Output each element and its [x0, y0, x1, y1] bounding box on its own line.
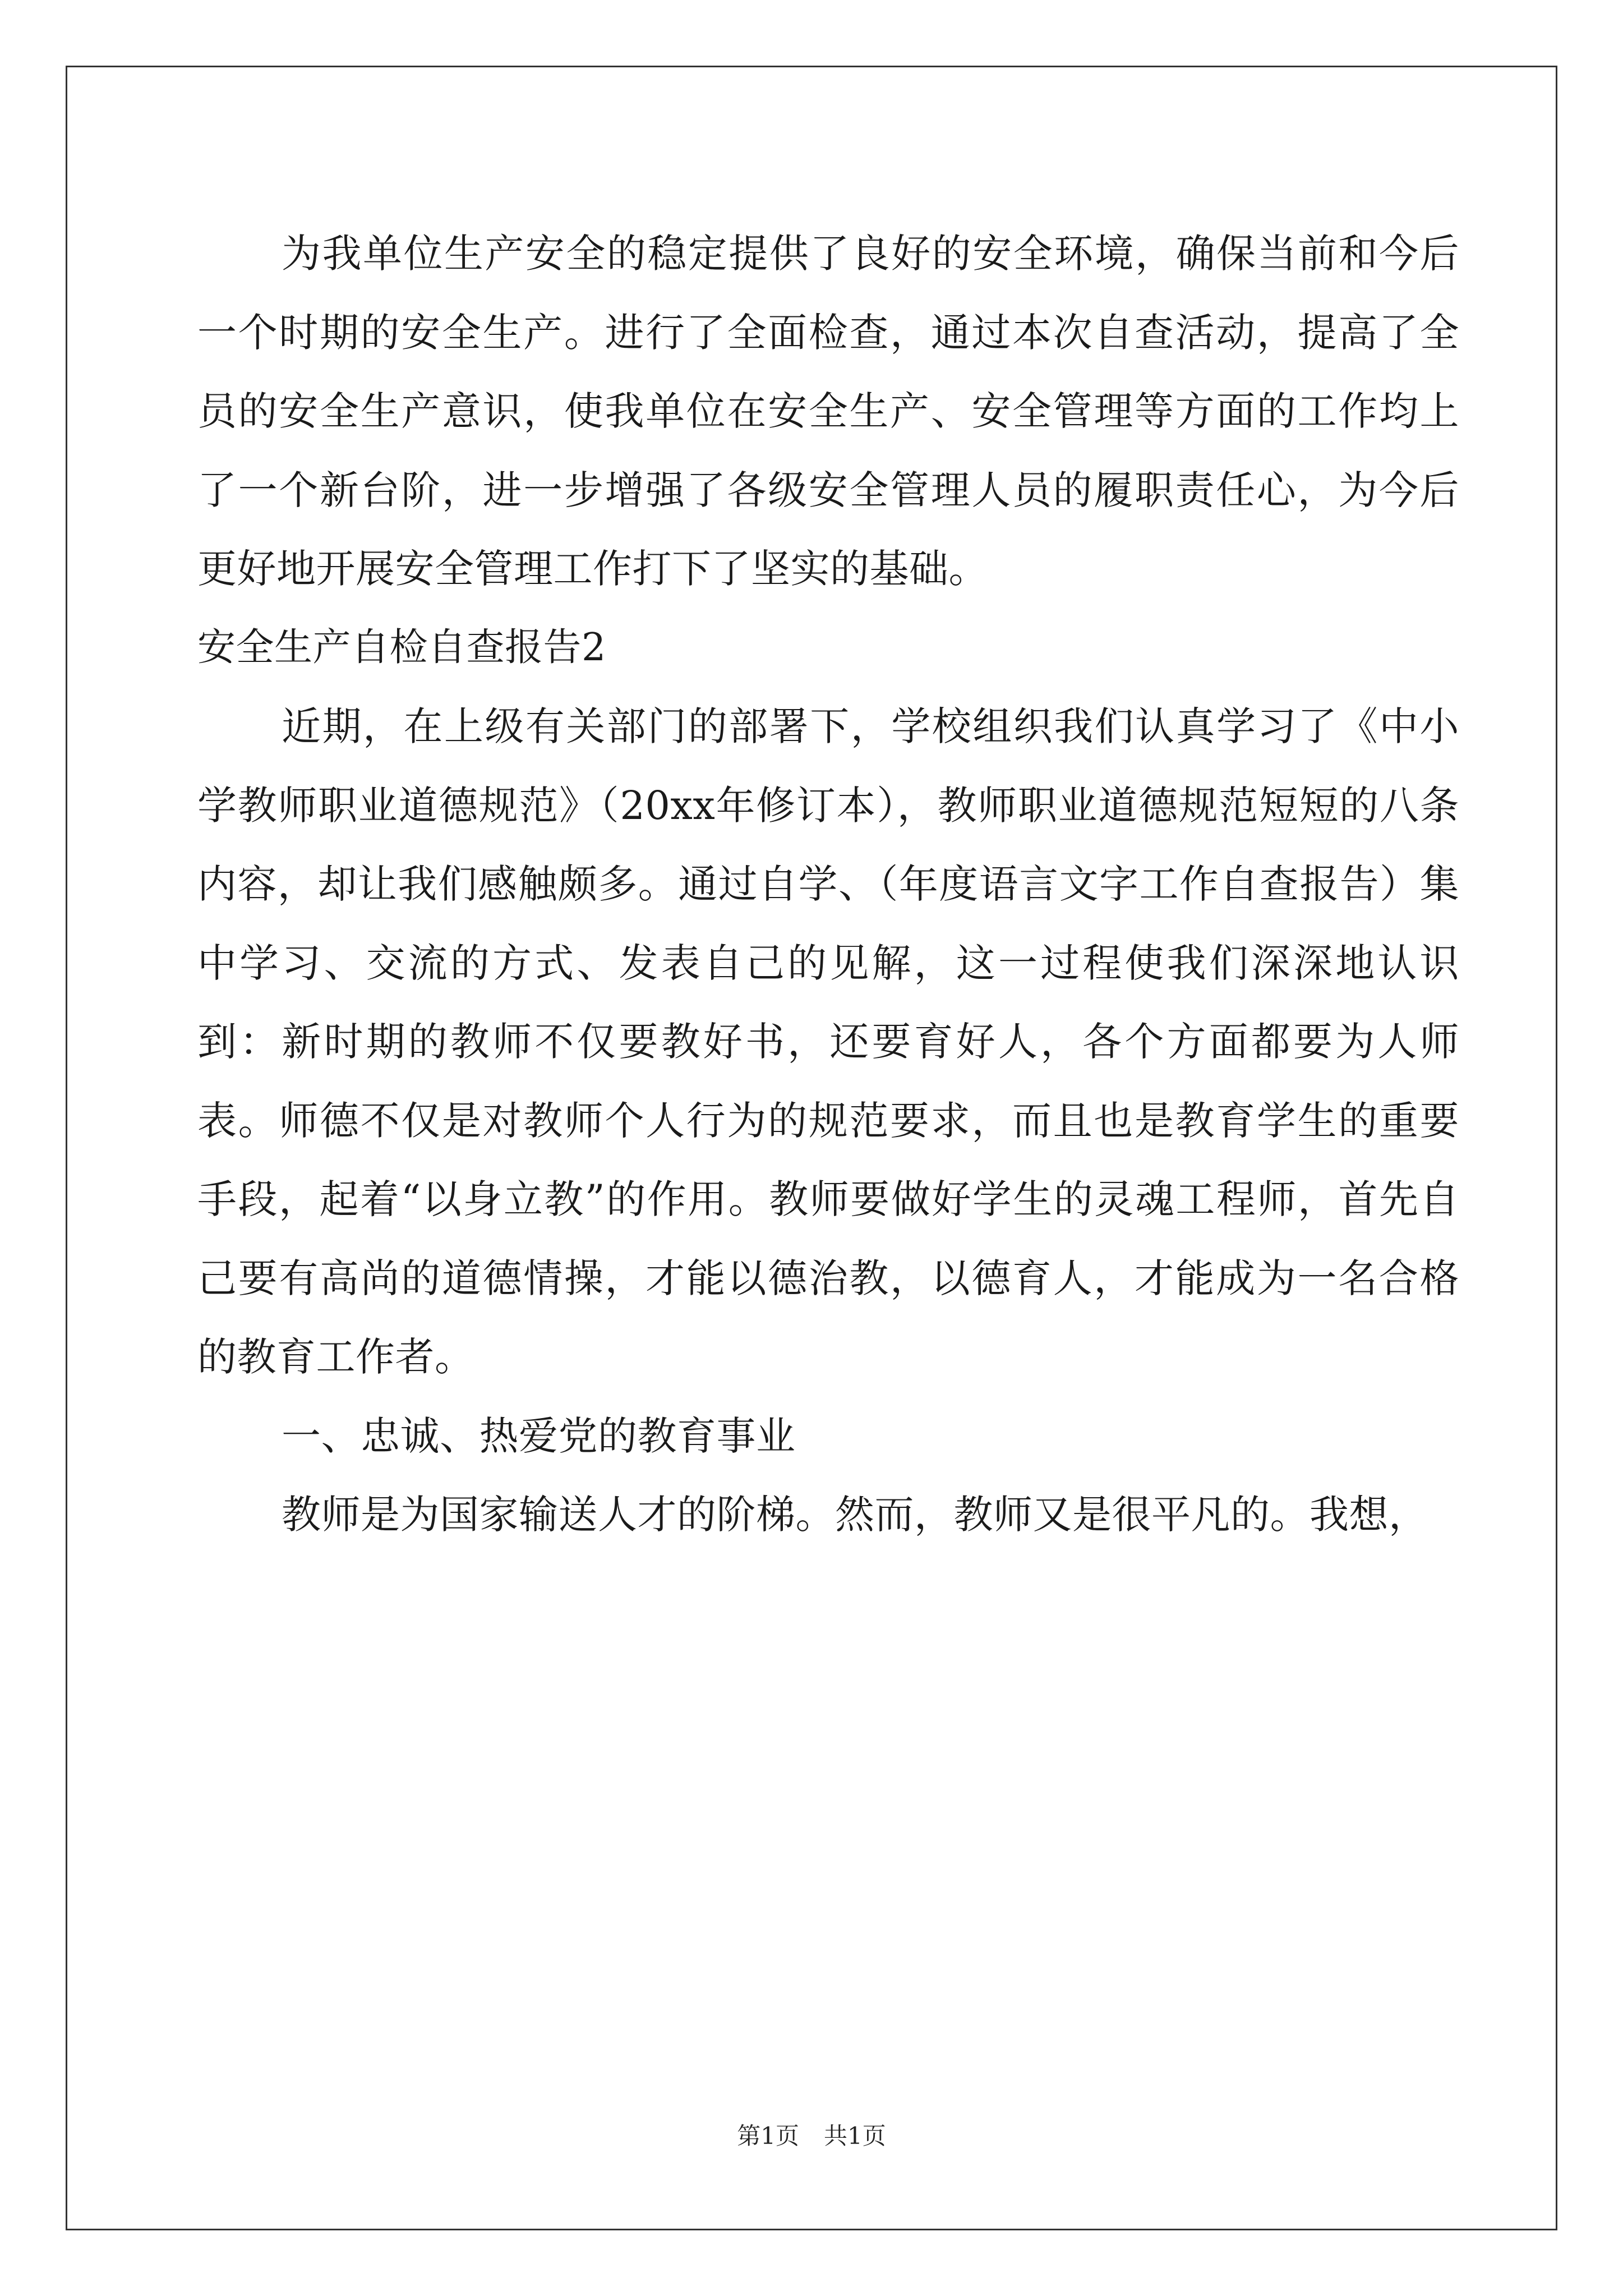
section-heading: 安全生产自检自查报告2 — [197, 625, 606, 670]
page-number: 第1页 — [737, 2122, 799, 2150]
paragraph-body: 教师是为国家输送人才的阶梯。然而，教师又是很平凡的。我想， — [282, 1492, 1428, 1538]
page-total: 共1页 — [824, 2122, 886, 2150]
paragraph-body: 近期，在上级有关部门的部署下，学校组织我们认真学习了《中小学教师职业道德规范》（20xx年修订本），教师职业道德规范短短的八条内容，却让我们感触颇多。通过自学、（年度语言文字工作自查报告）集中学习、交流的方式、发表自己的见解，这一过程使我们深深地认识到：新时期的教师不仅要教好书，还要育好人，各个方面都要为人师表。师德不仅是对教师个人行为的规范要求，而且也是教育学生的重要手段，起着“以身立教”的作用。教师要做好学生的灵魂工程师，首先自己要有高尚的道德情操，才能以德治教，以德育人，才能成为一名合格的教育工作者。 — [197, 703, 1459, 1380]
subsection-heading: 一、忠诚、热爱党的教育事业 — [282, 1412, 796, 1459]
paragraph-continuation: 为我单位生产安全的稳定提供了良好的安全环境，确保当前和今后一个时期的安全生产。进行了全面检查，通过本次自查活动，提高了全员的安全生产意识，使我单位在安全生产、安全管理等方面的工作均上了一个新台阶，进一步增强了各级安全管理人员的履职责任心，为今后更好地开展安全管理工作打下了坚实的基础。 — [197, 231, 1459, 592]
document-body — [197, 214, 1459, 1554]
page-footer — [0, 2122, 1623, 2150]
